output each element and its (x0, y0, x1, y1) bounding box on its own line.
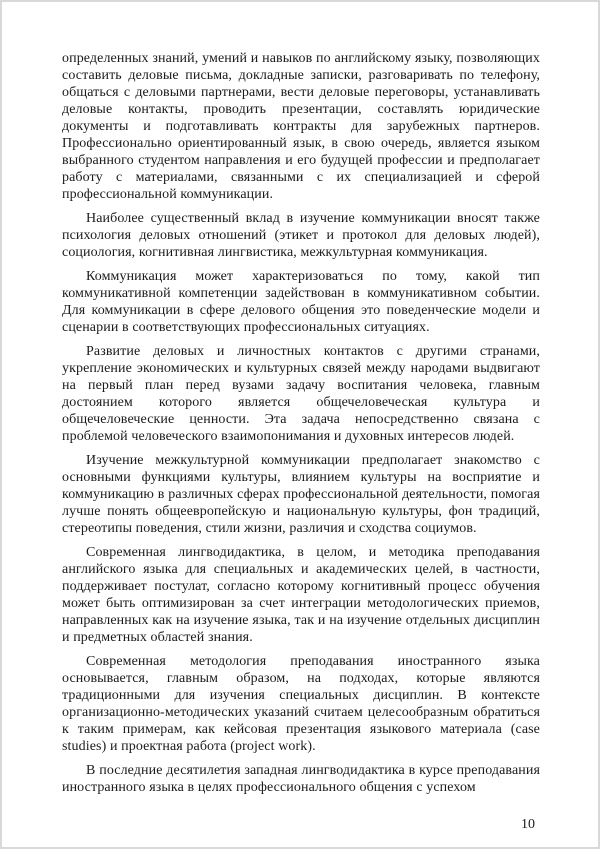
paragraph: Наиболее существенный вклад в изучение коммуникации вносят также психология деловых отношений (этикет и протокол для деловых людей), социология, когнитивная лингвистика, межкультурная коммуникация. (62, 211, 540, 260)
paragraph: В последние десятилетия западная лингводидактика в курсе преподавания иностранного языка в целях профессионального общения с успехом (62, 763, 540, 795)
page-number: 10 (521, 817, 535, 832)
paragraph: Развитие деловых и личностных контактов с другими странами, укрепление экономических и культурных связей между народами выдвигают на первый план перед вузами задачу воспитания человека, главным достоянием которого является общечеловеческая культура и общечеловеческие ценности. Эта задача непосредственно связана с проблемой человеческого взаимопонимания и духовных интересов людей. (62, 344, 540, 444)
paragraph: определенных знаний, умений и навыков по английскому языку, позволяющих составить деловые письма, докладные записки, разговаривать по телефону, общаться с деловыми партнерами, вести деловые переговоры, устанавливать деловые контакты, проводить презентации, составлять юридические документы и подготавливать контракты для зарубежных партнеров. Профессионально ориентированный язык, в свою очередь, является языком выбранного студентом направления и его будущей профессии и предполагает работу с материалами, связанными с их специализацией и сферой профессиональной коммуникации. (62, 51, 540, 202)
paragraph: Коммуникация может характеризоваться по тому, какой тип коммуникативной компетенции задействован в коммуникативном событии. Для коммуникации в сфере делового общения это поведенческие модели и сценарии в соответствующих профессиональных ситуациях. (62, 269, 540, 335)
paragraph: Современная лингводидактика, в целом, и методика преподавания английского языка для специальных и академических целей, в частности, поддерживает постулат, согласно которому когнитивный процесс обучения может быть оптимизирован за счет интеграции методологических приемов, направленных как на изучение языка, так и на изучение отдельных дисциплин и предметных областей знания. (62, 545, 540, 645)
page-content (62, 50, 540, 803)
paragraph: Изучение межкультурной коммуникации предполагает знакомство с основными функциями культуры, влиянием культуры на восприятие и коммуникацию в различных сферах профессиональной деятельности, помогая лучше понять общеевропейскую и национальную культуры, фон традиций, стереотипы поведения, стили жизни, различия и сходства социумов. (62, 453, 540, 536)
paragraph: Современная методология преподавания иностранного языка основывается, главным образом, на подходах, которые являются традиционными для изучения специальных дисциплин. В контексте организационно-методических указаний считаем целесообразным обратиться к таким примерам, как кейсовая презентация языкового материала (case studies) и проектная работа (project work). (62, 654, 540, 754)
